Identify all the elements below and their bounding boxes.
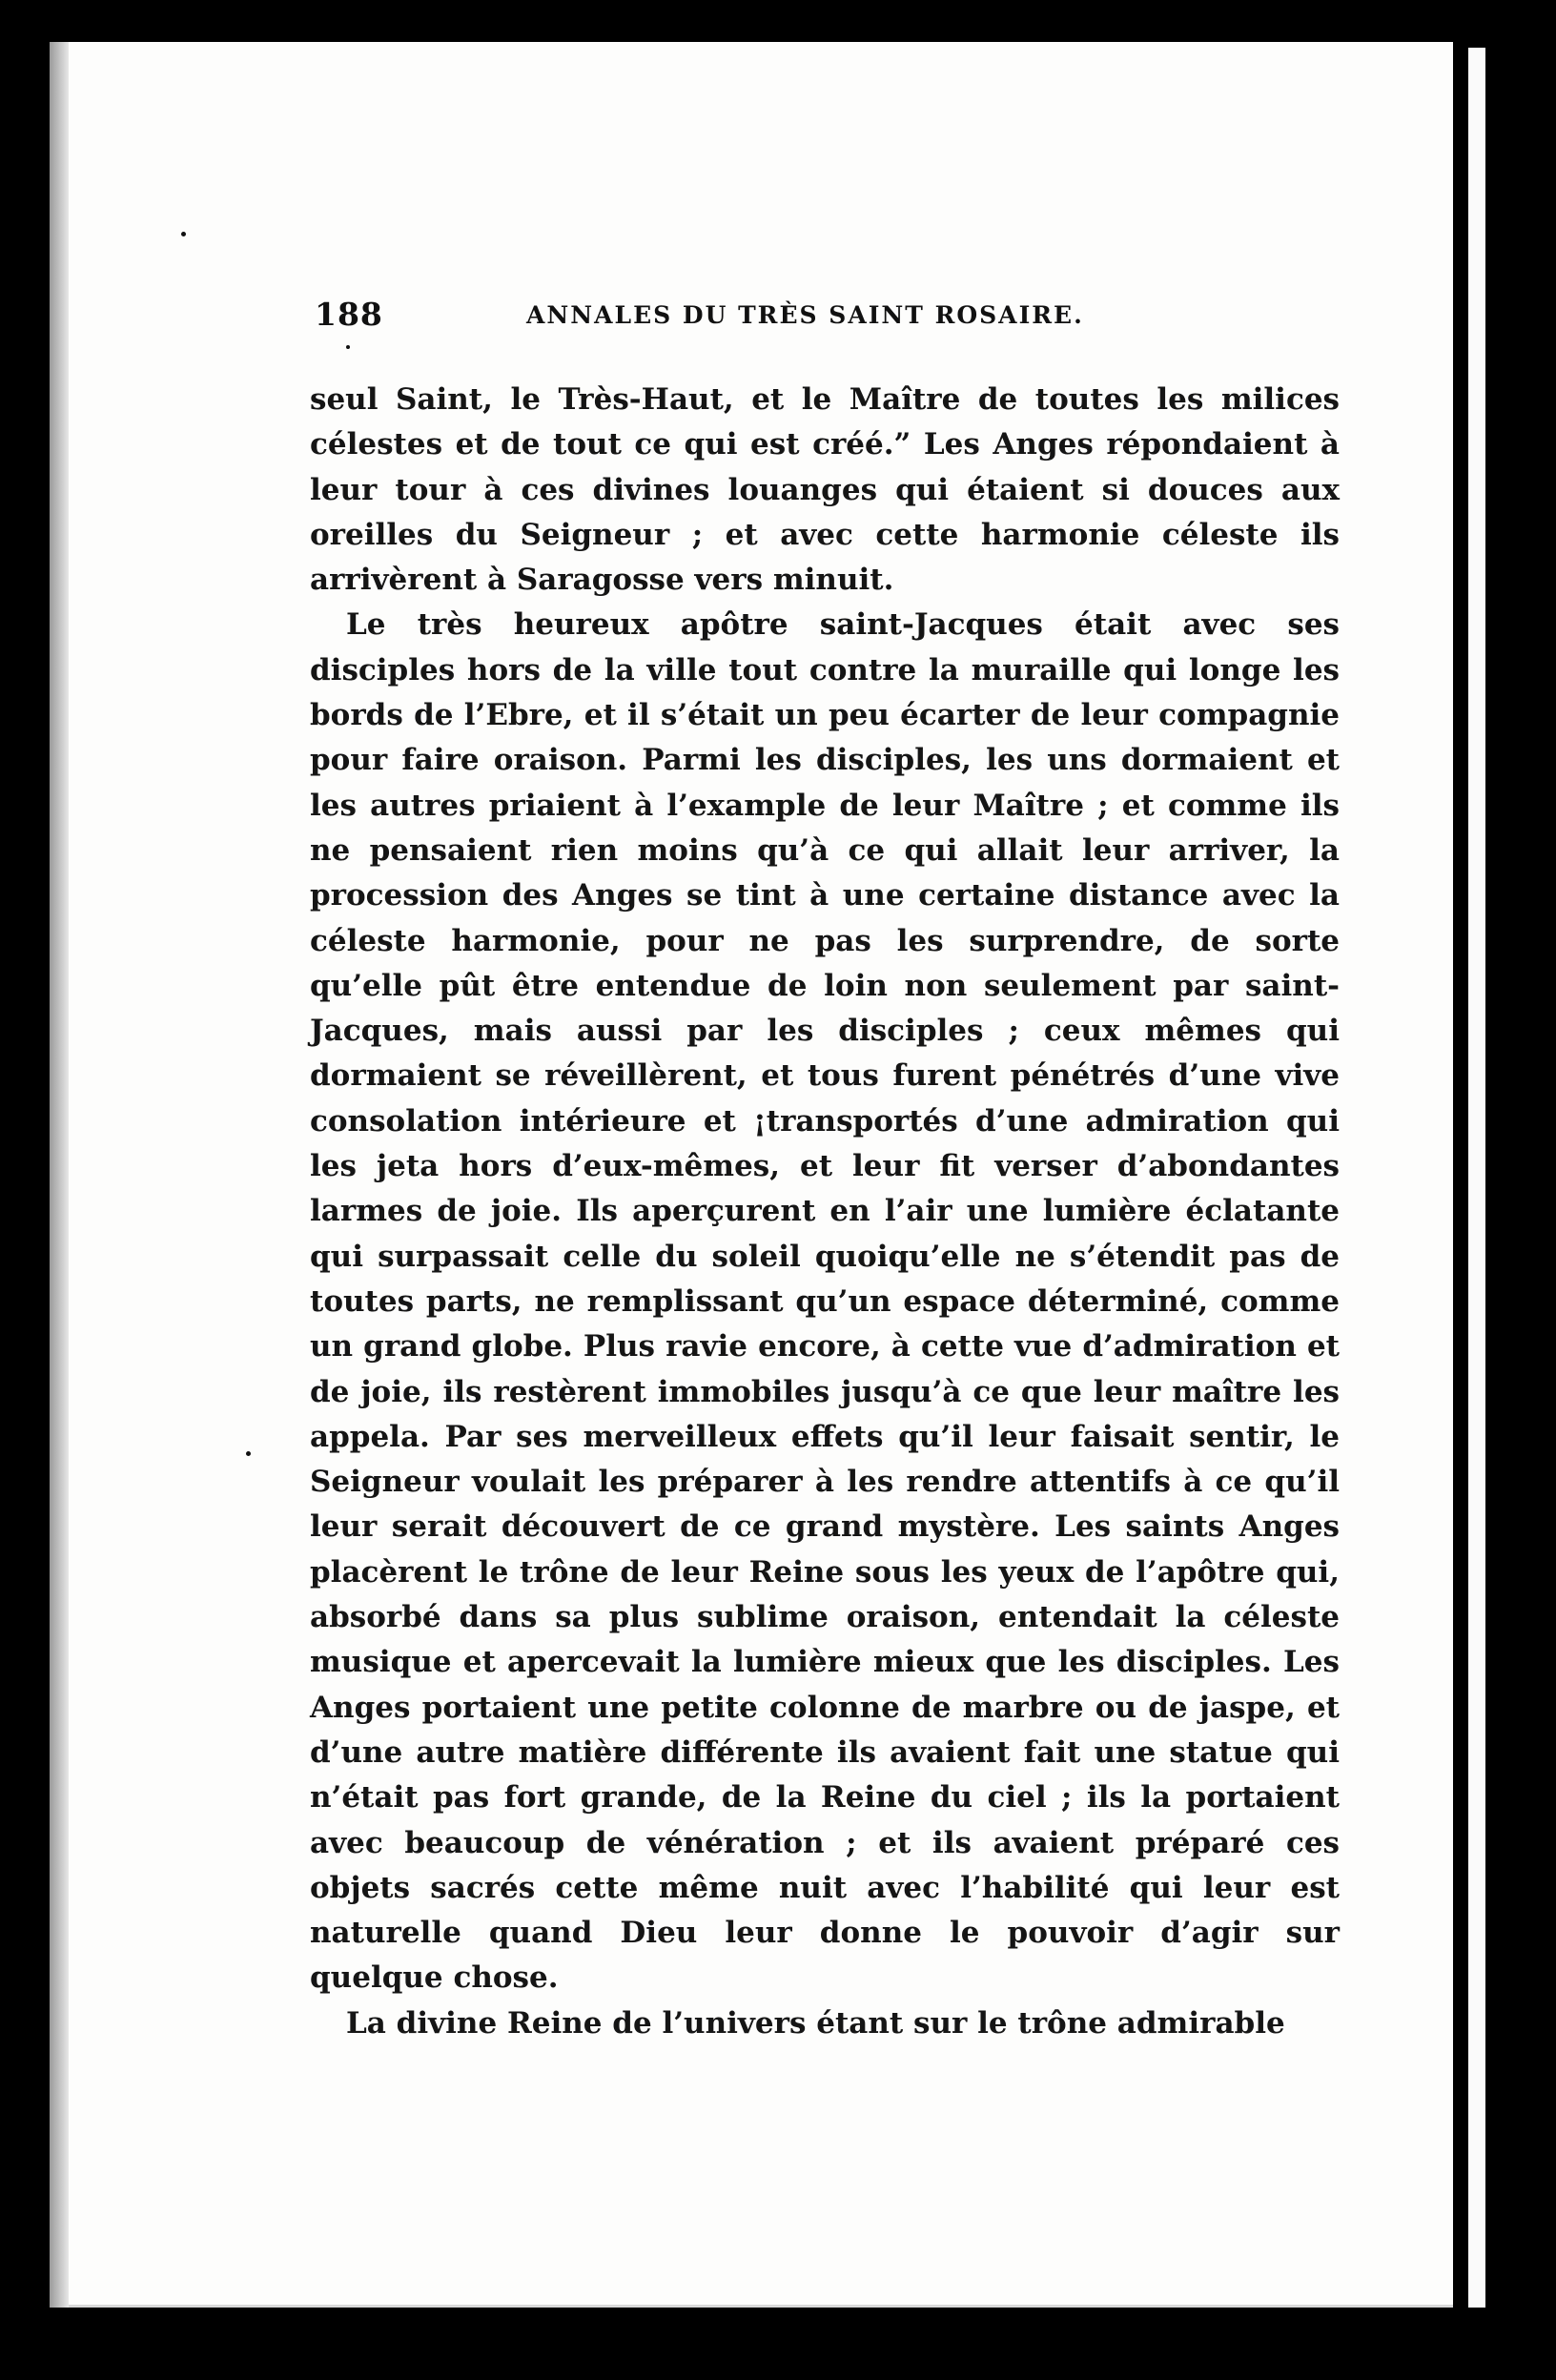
running-title: ANNALES DU TRÈS SAINT ROSAIRE. xyxy=(526,301,1084,329)
body-text xyxy=(310,378,1340,2046)
paragraph: seul Saint, le Très-Haut, et le Maître de toutes les milices célestes et de tout ce qui est créé.” Les Anges répondaient à leur tour à ces divines louanges qui étaient si douces aux oreilles du Seigneur ; et avec cette harmonie céleste ils arrivèrent à Saragosse vers minuit. xyxy=(310,382,1340,598)
next-page-edge xyxy=(1468,48,1485,2308)
scan-speck xyxy=(246,1451,251,1456)
paragraph: La divine Reine de l’univers étant sur le trône admirable xyxy=(346,2005,1285,2041)
page-gutter xyxy=(50,42,69,2308)
paragraph: Le très heureux apôtre saint-Jacques était avec ses disciples hors de la ville tout contre la muraille qui longe les bords de l’Ebre, et il s’était un peu écarter de leur compagnie pour faire oraison. Parmi les disciples, les uns dormaient et les autres priaient à l’example de leur Maître ; et comme ils ne pensaient rien moins qu’à ce qui allait leur arriver, la procession des Anges se tint à une certaine distance avec la céleste harmonie, pour ne pas les surprendre, de sorte qu’elle pût être entendue de loin non seulement par saint-Jacques, mais aussi par les disciples ; ceux mêmes qui dormaient se réveillèrent, et tous furent pénétrés d’une vive consolation intérieure et ¡transportés d’une admiration qui les jeta hors d’eux-mêmes, et leur fit verser d’abondantes larmes de joie. Ils aperçurent en l’air une lumière éclatante qui surpassait celle du soleil quoiqu’elle ne s’étendit pas de toutes parts, ne remplissant qu’un espace déterminé, comme un grand globe. Plus ravie encore, à cette vue d’admiration et de joie, ils restèrent immobiles jusqu’à ce que leur maître les appela. Par ses merveilleux effets qu’il leur faisait sentir, le Seigneur voulait les préparer à les rendre attentifs à ce qu’il leur serait découvert de ce grand mystère. Les saints Anges placèrent le trône de leur Reine sous les yeux de l’apôtre qui, absorbé dans sa plus sublime oraison, entendait la céleste musique et apercevait la lumière mieux que les disciples. Les Anges portaient une petite colonne de marbre ou de jaspe, et d’une autre matière différente ils avaient fait une statue qui n’était pas fort grande, de la Reine du ciel ; ils la portaient avec beaucoup de vénération ; et ils avaient préparé ces objets sacrés cette même nuit avec l’habilité qui leur est naturelle quand Dieu leur donne le pouvoir d’agir sur quelque chose. xyxy=(310,607,1340,1996)
page-number: 188 xyxy=(315,296,383,333)
page-header xyxy=(315,296,1344,353)
scan-speck xyxy=(181,232,186,236)
